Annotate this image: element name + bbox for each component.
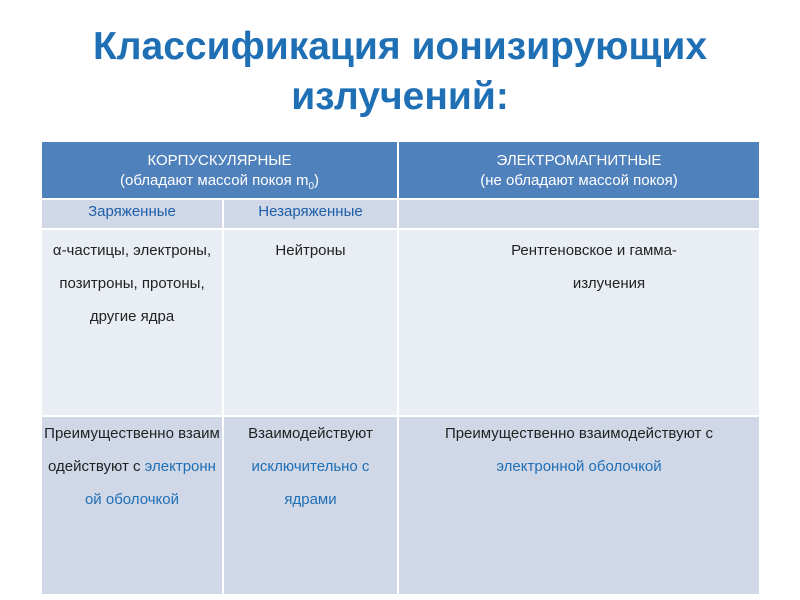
- header-corpuscular: [41, 141, 398, 199]
- row2-charged-highlight: электронной оболочкой: [84, 458, 216, 508]
- row2-em-highlight: электронной оболочкой: [496, 458, 662, 475]
- row2-uncharged-highlight: исключительно с ядрами: [251, 458, 370, 508]
- header-electromagnetic: [398, 141, 760, 199]
- row1-em: Рентгеновское и гамма-излучения: [398, 229, 760, 416]
- electromagnetic-title: ЭЛЕКТРОМАГНИТНЫЕ: [496, 152, 662, 169]
- row1-charged: α-частицы, электроны, позитроны, протоны, другие ядра: [41, 229, 223, 416]
- subheader-empty: [398, 199, 760, 229]
- subheader-charged: Заряженные: [41, 199, 223, 229]
- row2-em: Преимущественно взаимодействуют с электронной оболочкой: [398, 416, 760, 595]
- row1-uncharged: Нейтроны: [223, 229, 398, 416]
- electromagnetic-subtitle: (не обладают массой покоя): [480, 172, 678, 189]
- row2-uncharged: Взаимодействуют исключительно с ядрами: [223, 416, 398, 595]
- corpuscular-title: КОРПУСКУЛЯРНЫЕ: [147, 152, 292, 169]
- subheader-uncharged: Незаряженные: [223, 199, 398, 229]
- classification-table: [41, 141, 760, 595]
- page-title: Классификация ионизирующих излучений:: [92, 25, 708, 118]
- corpuscular-subtitle: (обладают массой покоя $m_0$): [120, 172, 319, 192]
- row2-charged: Преимущественно взаимодействуют с электронной оболочкой: [41, 416, 223, 595]
